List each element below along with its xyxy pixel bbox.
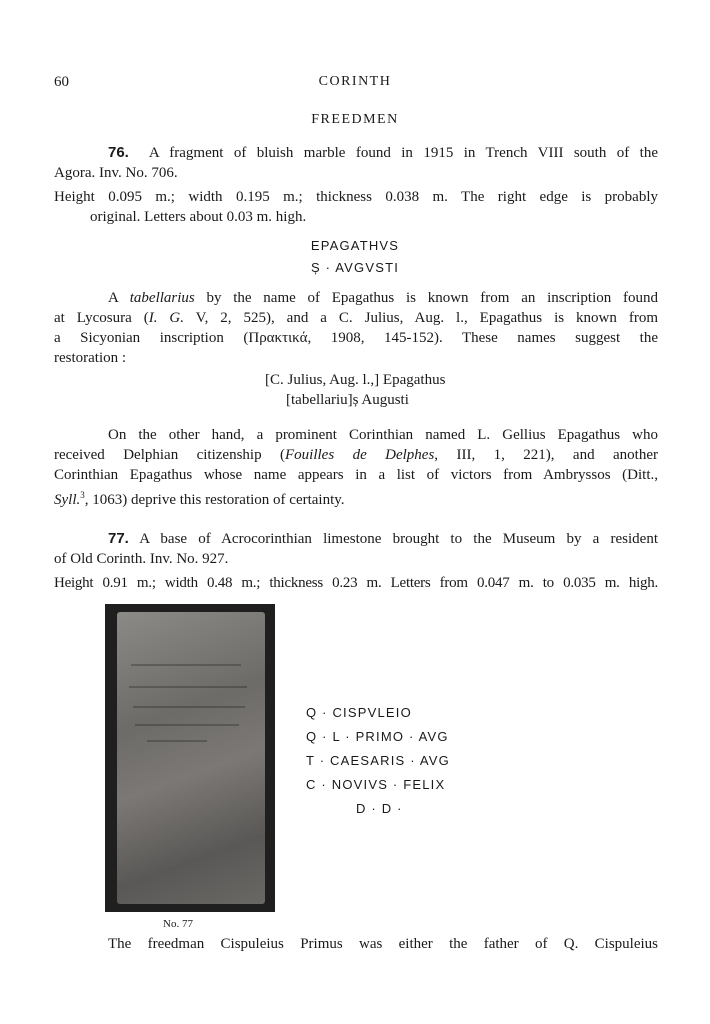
section-title: FREEDMEN xyxy=(311,112,399,127)
entry-76-para-1-line-4: restoration : xyxy=(54,350,127,366)
entry-76-text: A fragment of bluish marble found in 1915 in Trench VIII south of the xyxy=(148,145,658,161)
entry-76-para-1-line-1: A tabellarius by the name of Epagathus is known from an inscription found xyxy=(108,290,658,306)
entry-77-line-2: of Old Corinth. Inv. No. 927. xyxy=(54,551,229,567)
entry-76-para-2-line-4: Syll.$^3$, 1063) deprive this restoration of certainty. xyxy=(54,490,345,508)
entry-76-line-1 xyxy=(108,143,658,163)
restoration-line-2: [tabellariu]ș Augusti xyxy=(286,392,409,408)
entry-76-para-1-line-3: a Sicyonian inscription (Πρακτικά, 1908, 145-152). These names suggest the xyxy=(54,330,658,346)
entry-76-para-2-line-1: On the other hand, a prominent Corinthian named L. Gellius Epagathus who xyxy=(108,427,658,443)
entry-77-inscription-line-3: T · CAESARIS · AVG xyxy=(306,753,450,768)
entry-76-para-2-line-2: received Delphian citizenship (Fouilles de Delphes, III, 1, 221), and another xyxy=(54,447,658,463)
entry-76-inscription-line-1: EPAGATHVS xyxy=(310,238,400,253)
entry-77-text: A base of Acrocorinthian limestone brought to the Museum by a resident xyxy=(139,531,658,547)
entry-77-line-1 xyxy=(108,529,658,549)
photo-caption: No. 77 xyxy=(163,918,193,930)
entry-76-line-3: Height 0.095 m.; width 0.195 m.; thickness 0.038 m. The right edge is probably xyxy=(54,189,658,205)
entry-77-closing-line: The freedman Cispuleius Primus was either the father of Q. Cispuleius xyxy=(108,936,658,952)
entry-77-inscription-line-4: C · NOVIVS · FELIX xyxy=(306,777,446,792)
stone-photograph xyxy=(105,604,275,912)
entry-76-para-2-line-3: Corinthian Epagathus whose name appears in a list of victors from Ambryssos (Ditt., xyxy=(54,467,658,483)
entry-76-para-1-line-2: at Lycosura (I. G. V, 2, 525), and a C. Julius, Aug. l., Epagathus is known from xyxy=(54,310,658,326)
entry-76-line-4: original. Letters about 0.03 m. high. xyxy=(90,209,307,225)
entry-76-number: 76. xyxy=(108,144,129,161)
page-number: 60 xyxy=(54,74,69,90)
running-title: CORINTH xyxy=(318,74,392,89)
entry-76-line-2: Agora. Inv. No. 706. xyxy=(54,165,178,181)
restoration-line-1: [C. Julius, Aug. l.,] Epagathus xyxy=(265,372,446,388)
entry-77-number: 77. xyxy=(108,530,129,547)
entry-77-inscription-line-1: Q · CISPVLEIO xyxy=(306,705,412,720)
entry-76-inscription-line-2: Ș · AVGVSTI xyxy=(310,260,400,275)
limestone-base-image xyxy=(117,612,265,904)
entry-77-inscription-line-5: D · D · xyxy=(356,801,403,816)
entry-77-line-3: Height 0.91 m.; width 0.48 m.; thickness 0.23 m. Letters from 0.047 m. to 0.035 m. high. xyxy=(54,575,658,591)
entry-77-inscription-line-2: Q · L · PRIMO · AVG xyxy=(306,729,449,744)
